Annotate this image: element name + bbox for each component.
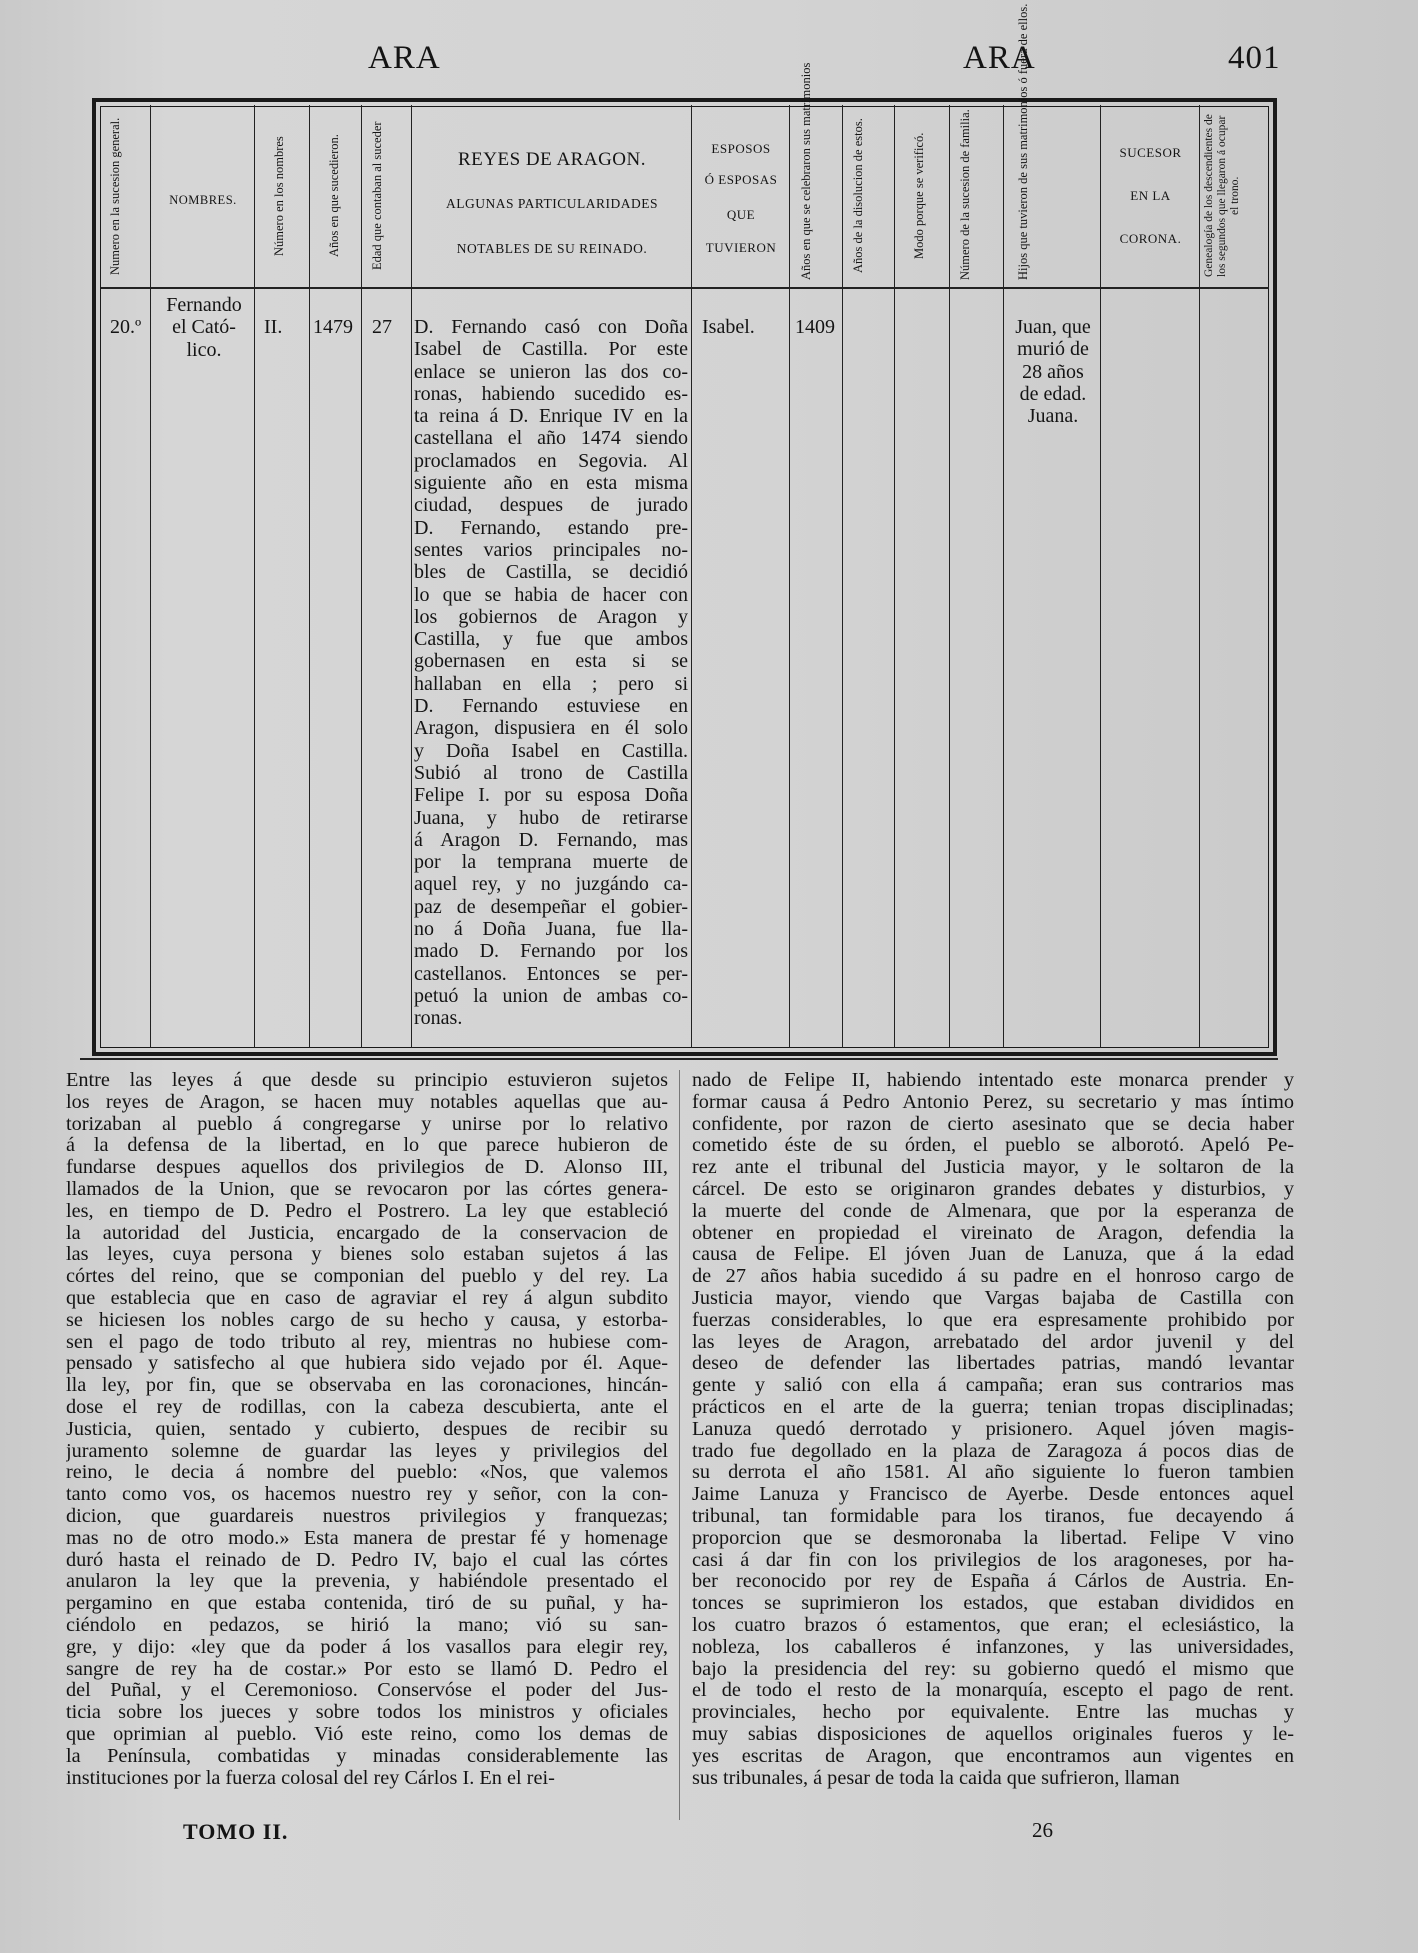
reinado-line: mado D. Fernando por los bbox=[414, 940, 688, 963]
body-line: torizaban al pueblo á congregarse y unirse por lo relativo bbox=[66, 1113, 668, 1135]
header-nombres: NOMBRES. bbox=[169, 193, 237, 207]
col-rule bbox=[1100, 105, 1101, 1048]
col-rule bbox=[949, 105, 950, 1048]
body-line: la muerte del conde de Almenara, que por la esperanza de bbox=[692, 1200, 1294, 1222]
body-line: Jaime Lanuza y Francisco de Ayerbe. Desde entonces aquel bbox=[692, 1484, 1294, 1506]
body-line: dicion, que guardareis nuestros privilegios y franquezas; bbox=[66, 1505, 668, 1527]
reinado-line: Juana, y hubo de retirarse bbox=[414, 806, 688, 829]
header-esposos-1: ESPOSOS bbox=[711, 141, 771, 156]
body-line: les, en tiempo de D. Pedro el Postrero. La ley que estableció bbox=[66, 1200, 668, 1222]
body-line: sen el pago de todo tributo al rey, mientras no hubiese com- bbox=[66, 1331, 668, 1353]
header-numero-familia: Número de la sucesion de familia. bbox=[958, 109, 972, 280]
body-line: nobleza, los caballeros é infanzones, y las universidades, bbox=[692, 1636, 1294, 1658]
body-line: deseo de defender las libertades patrias, mandó levantar bbox=[692, 1353, 1294, 1375]
reinado-line: Subió al trono de Castilla bbox=[414, 761, 688, 784]
reinado-line: ronas. bbox=[414, 1007, 463, 1030]
reinado-line: castellanos. Entonces se per- bbox=[414, 962, 688, 985]
body-line: instituciones por la fuerza colosal del rey Cárlos I. En el rei- bbox=[66, 1767, 555, 1789]
cell-numero-nombre: II. bbox=[264, 316, 283, 338]
body-line: trado fue degollado en la plaza de Zaragoza á pocos dias de bbox=[692, 1440, 1294, 1462]
header-esposos-4: TUVIERON bbox=[705, 240, 777, 255]
reinado-line: aquel rey, y no juzgándo ca- bbox=[414, 873, 688, 896]
body-line: proporcion que se desmoronaba la libertad. Felipe V vino bbox=[692, 1527, 1294, 1549]
reinado-line: ciudad, despues de jurado bbox=[414, 494, 688, 517]
reinado-line: y Doña Isabel en Castilla. bbox=[414, 739, 688, 762]
body-line: yes escritas de Aragon, que encontramos aun vigentes en bbox=[692, 1745, 1294, 1767]
header-modo: Modo porque se verificó. bbox=[912, 132, 926, 260]
reinado-line: ta reina á D. Enrique IV en la bbox=[414, 405, 688, 428]
body-line: pensado y satisfecho al que hubiera sido vejado por él. Aque- bbox=[66, 1353, 668, 1375]
body-line: tonces se suprimieron los estados, que estaban divididos en bbox=[692, 1593, 1294, 1615]
body-line: bajo la presidencia del rey: su gobierno quedó el mismo que bbox=[692, 1658, 1294, 1680]
col-rule bbox=[309, 105, 310, 1048]
hijos-line: de edad. bbox=[1019, 382, 1087, 405]
body-line: causa de Felipe. El jóven Juan de Lanuza, que á la edad bbox=[692, 1244, 1294, 1266]
col-rule bbox=[1003, 105, 1004, 1048]
body-line: la autoridad del Justicia, encargado de la conservacion de bbox=[66, 1222, 668, 1244]
reinado-line: ronas, habiendo sucedido es- bbox=[414, 382, 688, 405]
reinado-line: D. Fernando estuviese en bbox=[414, 695, 688, 718]
body-line: anularon la ley que la prevenia, y habiéndole presentado el bbox=[66, 1571, 668, 1593]
body-line: juramento solemne de guardar las leyes y privilegios del bbox=[66, 1440, 668, 1462]
body-line: que oprimian al pueblo. Vió este reino, como los demas de bbox=[66, 1723, 668, 1745]
column-rule bbox=[679, 1070, 680, 1820]
body-line: llamados de la Union, que se revocaron por las córtes genera- bbox=[66, 1178, 668, 1200]
body-line: ciéndolo en pedazos, se hirió la mano; vió su san- bbox=[66, 1614, 668, 1636]
cell-reinado bbox=[414, 316, 688, 1030]
col-rule bbox=[1199, 105, 1200, 1048]
footer-signature: 26 bbox=[1032, 1818, 1053, 1842]
header-particularidades: ALGUNAS PARTICULARIDADES bbox=[445, 196, 659, 211]
header-esposos-2: Ó ESPOSAS bbox=[704, 172, 778, 187]
body-line: reino, le decia á nombre del pueblo: «Nos, que valemos bbox=[66, 1462, 668, 1484]
cell-ano-matrimonio: 1409 bbox=[795, 316, 835, 338]
reinado-line: no á Doña Juana, fue lla- bbox=[414, 918, 688, 941]
col-rule bbox=[842, 105, 843, 1048]
header-sucesor-1: SUCESOR bbox=[1119, 145, 1182, 160]
body-line: córtes del reino, que se componian del pueblo y del rey. La bbox=[66, 1266, 668, 1288]
body-line: se hiciesen los nobles cargo de su hecho y causa, y estorba- bbox=[66, 1309, 668, 1331]
header-edad: Edad que contaban al suceder bbox=[370, 121, 384, 271]
running-head-right: ARA bbox=[963, 40, 1036, 76]
reinado-line: á Aragon D. Fernando, mas bbox=[414, 828, 688, 851]
cell-numero-general: 20.º bbox=[110, 316, 142, 338]
col-rule bbox=[361, 105, 362, 1048]
body-line: formar causa á Pedro Antonio Perez, su secretario y mas íntimo bbox=[692, 1091, 1294, 1113]
body-line: del Puñal, y el Ceremonioso. Conservóse el poder del Jus- bbox=[66, 1680, 668, 1702]
body-line: el de todo el resto de la monarquía, escepto el pago de rent. bbox=[692, 1680, 1294, 1702]
body-line: lla ley, por fin, que se observaba en las coronaciones, hincán- bbox=[66, 1375, 668, 1397]
running-head-left: ARA bbox=[368, 40, 441, 76]
body-line: Justicia mayor, viendo que Vargas bajaba de Castilla con bbox=[692, 1287, 1294, 1309]
header-anos-sucedieron: Años en que sucedieron. bbox=[327, 134, 341, 258]
header-reyes-title: REYES DE ARAGON. bbox=[458, 149, 646, 170]
body-column-left bbox=[66, 1070, 668, 1789]
footer-volume: TOMO II. bbox=[183, 1819, 289, 1844]
body-line: Lanuza quedó derrotado y prisionero. Aquel jóven magis- bbox=[692, 1418, 1294, 1440]
body-line: obtener en propiedad el vireinato de Aragon, defendia la bbox=[692, 1222, 1294, 1244]
body-line: prácticos en el arte de la guerra; tenian tropas disciplinadas; bbox=[692, 1396, 1294, 1418]
body-line: tribunal, tan formidable para los tiranos, fue decayendo á bbox=[692, 1505, 1294, 1527]
table-bottom-rule bbox=[80, 1058, 1278, 1060]
table-header-rule bbox=[101, 287, 1269, 289]
reinado-line: Castilla, y fue que ambos bbox=[414, 628, 688, 651]
col-rule bbox=[150, 105, 151, 1048]
body-line: que establecia que en caso de agraviar el rey á algun subdito bbox=[66, 1287, 668, 1309]
cell-nombre bbox=[156, 294, 252, 361]
cell-edad: 27 bbox=[372, 316, 392, 338]
body-line: cárcel. De esto se originaron grandes debates y disturbios, y bbox=[692, 1178, 1294, 1200]
reinado-line: sentes varios principales no- bbox=[414, 538, 688, 561]
body-line: á la defensa de la libertad, en lo que parece hubieron de bbox=[66, 1135, 668, 1157]
header-esposos-3: QUE bbox=[726, 207, 756, 222]
body-line: ber reconocido por rey de España á Cárlos de Austria. En- bbox=[692, 1571, 1294, 1593]
reinado-line: enlace se unieron las dos co- bbox=[414, 360, 688, 383]
reinado-line: proclamados en Segovia. Al bbox=[414, 449, 688, 472]
body-line: dose el rey de rodillas, con la cabeza descubierta, ante el bbox=[66, 1396, 668, 1418]
reinado-line: castellana el año 1474 siendo bbox=[414, 427, 688, 450]
header-numero-nombres: Número en los nombres bbox=[272, 136, 286, 256]
col-rule bbox=[894, 105, 895, 1048]
body-line: rez ante el tribunal del Justicia mayor, y le soltaron de la bbox=[692, 1157, 1294, 1179]
header-notables: NOTABLES DE SU REINADO. bbox=[456, 241, 648, 256]
body-line: sus tribunales, á pesar de toda la caida que sufrieron, llaman bbox=[692, 1767, 1180, 1789]
reinado-line: Aragon, dispusiera en él solo bbox=[414, 717, 688, 740]
body-line: de 27 años habia sucedido á su padre en el honroso cargo de bbox=[692, 1266, 1294, 1288]
header-genealogia: Genealogía de los descendientes de los segundos que llegaron á ocupar el trono. bbox=[1203, 114, 1241, 278]
body-line: fundarse despues aquellos dos privilegios de D. Alonso III, bbox=[66, 1157, 668, 1179]
col-rule bbox=[789, 105, 790, 1048]
body-line: la Península, combatidas y minadas considerablemente las bbox=[66, 1745, 668, 1767]
reinado-line: gobernasen en esta si se bbox=[414, 650, 688, 673]
header-hijos: Hijos que tuvieron de sus matrimonios ó fuera de ellos. bbox=[1016, 3, 1030, 280]
body-line: su derrota el año 1581. Al año siguiente lo fueron tambien bbox=[692, 1462, 1294, 1484]
page-number: 401 bbox=[1228, 40, 1281, 76]
body-line: confidente, por razon de cierto asesinato que se decia haber bbox=[692, 1113, 1294, 1135]
body-line: cometido éste de su órden, el pueblo se alborotó. Apeló Pe- bbox=[692, 1135, 1294, 1157]
body-line: pergamino en que estaba contenida, tiró de su puñal, y ha- bbox=[66, 1593, 668, 1615]
reinado-line: lo que se habia de hacer con bbox=[414, 583, 688, 606]
reinado-line: siguiente año en esta misma bbox=[414, 472, 688, 495]
body-line: gre, y dijo: «ley que da poder á los vasallos para elegir rey, bbox=[66, 1636, 668, 1658]
reinado-line: bles de Castilla, se decidió bbox=[414, 561, 688, 584]
body-line: fuerzas considerables, lo que era espresamente prohibido por bbox=[692, 1309, 1294, 1331]
header-numero-general: Numero en la sucesion general. bbox=[108, 117, 122, 275]
reinado-line: Felipe I. por su esposa Doña bbox=[414, 784, 688, 807]
cell-esposa: Isabel. bbox=[702, 316, 755, 338]
reinado-line: por la temprana muerte de bbox=[414, 851, 688, 874]
body-line: los cuatro brazos ó estamentos, que eran; el eclesiástico, la bbox=[692, 1614, 1294, 1636]
nombre-line: el Cató- bbox=[172, 316, 236, 339]
body-line: duró hasta el reinado de D. Pedro IV, bajo el cual las córtes bbox=[66, 1549, 668, 1571]
col-rule bbox=[411, 105, 412, 1048]
col-rule bbox=[691, 105, 692, 1048]
body-line: provinciales, hecho por equivalente. Entre las muchas y bbox=[692, 1702, 1294, 1724]
reinado-line: D. Fernando casó con Doña bbox=[414, 316, 688, 338]
col-rule bbox=[254, 105, 255, 1048]
body-line: mas no de otro modo.» Esta manera de prestar fé y homenage bbox=[66, 1527, 668, 1549]
body-line: muy sabias disposiciones de aquellos originales fueros y le- bbox=[692, 1723, 1294, 1745]
cell-hijos bbox=[1006, 316, 1100, 427]
cell-ano: 1479 bbox=[313, 316, 353, 338]
body-line: las leyes de Aragon, arrebatado del ardor juvenil y del bbox=[692, 1331, 1294, 1353]
nombre-line: lico. bbox=[186, 338, 222, 361]
body-line: las leyes, cuya persona y bienes solo estaban sujetos á las bbox=[66, 1244, 668, 1266]
body-line: sangre de rey ha de costar.» Por esto se llamó D. Pedro el bbox=[66, 1658, 668, 1680]
header-sucesor-3: CORONA. bbox=[1119, 231, 1182, 246]
reinado-line: petuó la union de ambas co- bbox=[414, 984, 688, 1007]
body-column-right bbox=[692, 1070, 1294, 1789]
body-line: ticia sobre los jueces y sobre todos los ministros y oficiales bbox=[66, 1702, 668, 1724]
nombre-line: Fernando bbox=[166, 294, 242, 316]
reinado-line: paz de desempeñar el gobier- bbox=[414, 895, 688, 918]
body-line: tanto como vos, os hacemos nuestro rey y señor, con la con- bbox=[66, 1484, 668, 1506]
reinado-line: hallaban en ella ; pero si bbox=[414, 672, 688, 695]
reinado-line: D. Fernando, estando pre- bbox=[414, 516, 688, 539]
body-line: Justicia, quien, sentado y cubierto, despues de recibir su bbox=[66, 1418, 668, 1440]
reinado-line: Isabel de Castilla. Por este bbox=[414, 338, 688, 361]
header-sucesor-2: EN LA bbox=[1130, 188, 1171, 203]
hijos-line: 28 años bbox=[1022, 360, 1084, 383]
header-anos-disolucion: Años de la disolucion de estos. bbox=[851, 118, 865, 274]
body-line: nado de Felipe II, habiendo intentado este monarca prender y bbox=[692, 1070, 1294, 1091]
body-line: gente y salió con ella á campaña; eran sus contrarios mas bbox=[692, 1375, 1294, 1397]
header-anos-matrimonio: Años en que se celebraron sus matrimonios bbox=[799, 62, 813, 280]
body-line: Entre las leyes á que desde su principio estuvieron sujetos bbox=[66, 1070, 668, 1091]
hijos-line: Juana. bbox=[1027, 405, 1079, 428]
hijos-line: murió de bbox=[1017, 338, 1089, 361]
body-line: los reyes de Aragon, se hacen muy notables aquellas que au- bbox=[66, 1091, 668, 1113]
hijos-line: Juan, que bbox=[1015, 316, 1091, 338]
body-line: casi á dar fin con los privilegios de los aragoneses, por ha- bbox=[692, 1549, 1294, 1571]
reinado-line: los gobiernos de Aragon y bbox=[414, 605, 688, 628]
